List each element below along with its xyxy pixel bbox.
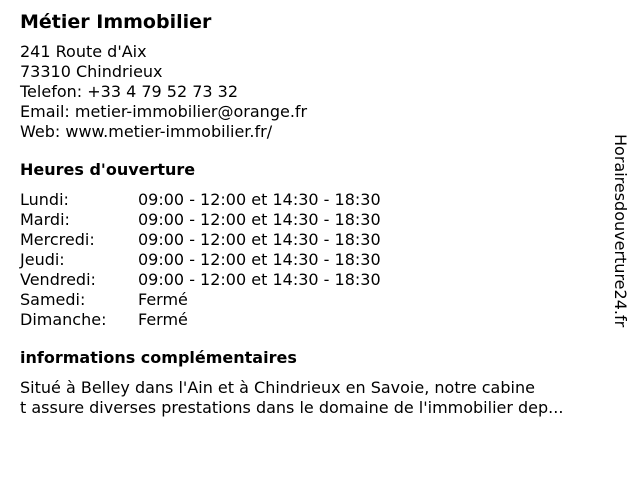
postal-city: 73310 Chindrieux	[20, 62, 163, 81]
email-line: Email: metier-immobilier@orange.fr	[20, 102, 308, 121]
hours-day: Vendredi:	[20, 270, 96, 289]
hours-time: Fermé	[138, 310, 188, 329]
business-card	[20, 10, 610, 418]
hours-row	[20, 270, 610, 290]
hours-day: Samedi:	[20, 290, 86, 309]
hours-day: Dimanche:	[20, 310, 107, 329]
hours-time: 09:00 - 12:00 et 14:30 - 18:30	[138, 210, 381, 229]
hours-time: 09:00 - 12:00 et 14:30 - 18:30	[138, 270, 381, 289]
street-address: 241 Route d'Aix	[20, 42, 147, 61]
phone-line: Telefon: +33 4 79 52 73 32	[20, 82, 239, 101]
hours-time: 09:00 - 12:00 et 14:30 - 18:30	[138, 230, 381, 249]
address-block	[20, 42, 610, 142]
info-heading: informations complémentaires	[20, 348, 297, 367]
hours-time: 09:00 - 12:00 et 14:30 - 18:30	[138, 190, 381, 209]
hours-day: Mardi:	[20, 210, 70, 229]
hours-row	[20, 250, 610, 270]
info-description	[20, 378, 610, 418]
hours-day: Lundi:	[20, 190, 69, 209]
hours-row	[20, 210, 610, 230]
hours-row	[20, 230, 610, 250]
hours-time: Fermé	[138, 290, 188, 309]
brand-watermark	[608, 134, 632, 344]
business-name: Métier Immobilier	[20, 11, 212, 33]
info-line: t assure diverses prestations dans le domaine de l'immobilier dep...	[20, 398, 564, 417]
hours-day: Jeudi:	[20, 250, 65, 269]
hours-row	[20, 290, 610, 310]
hours-day: Mercredi:	[20, 230, 95, 249]
brand-watermark-text: Horairesdouverture24.fr	[611, 134, 630, 328]
hours-heading: Heures d'ouverture	[20, 160, 196, 179]
hours-row	[20, 190, 610, 210]
hours-time: 09:00 - 12:00 et 14:30 - 18:30	[138, 250, 381, 269]
hours-table	[20, 190, 610, 330]
hours-row	[20, 310, 610, 330]
info-line: Situé à Belley dans l'Ain et à Chindrieux en Savoie, notre cabine	[20, 378, 535, 397]
web-line: Web: www.metier-immobilier.fr/	[20, 122, 273, 141]
